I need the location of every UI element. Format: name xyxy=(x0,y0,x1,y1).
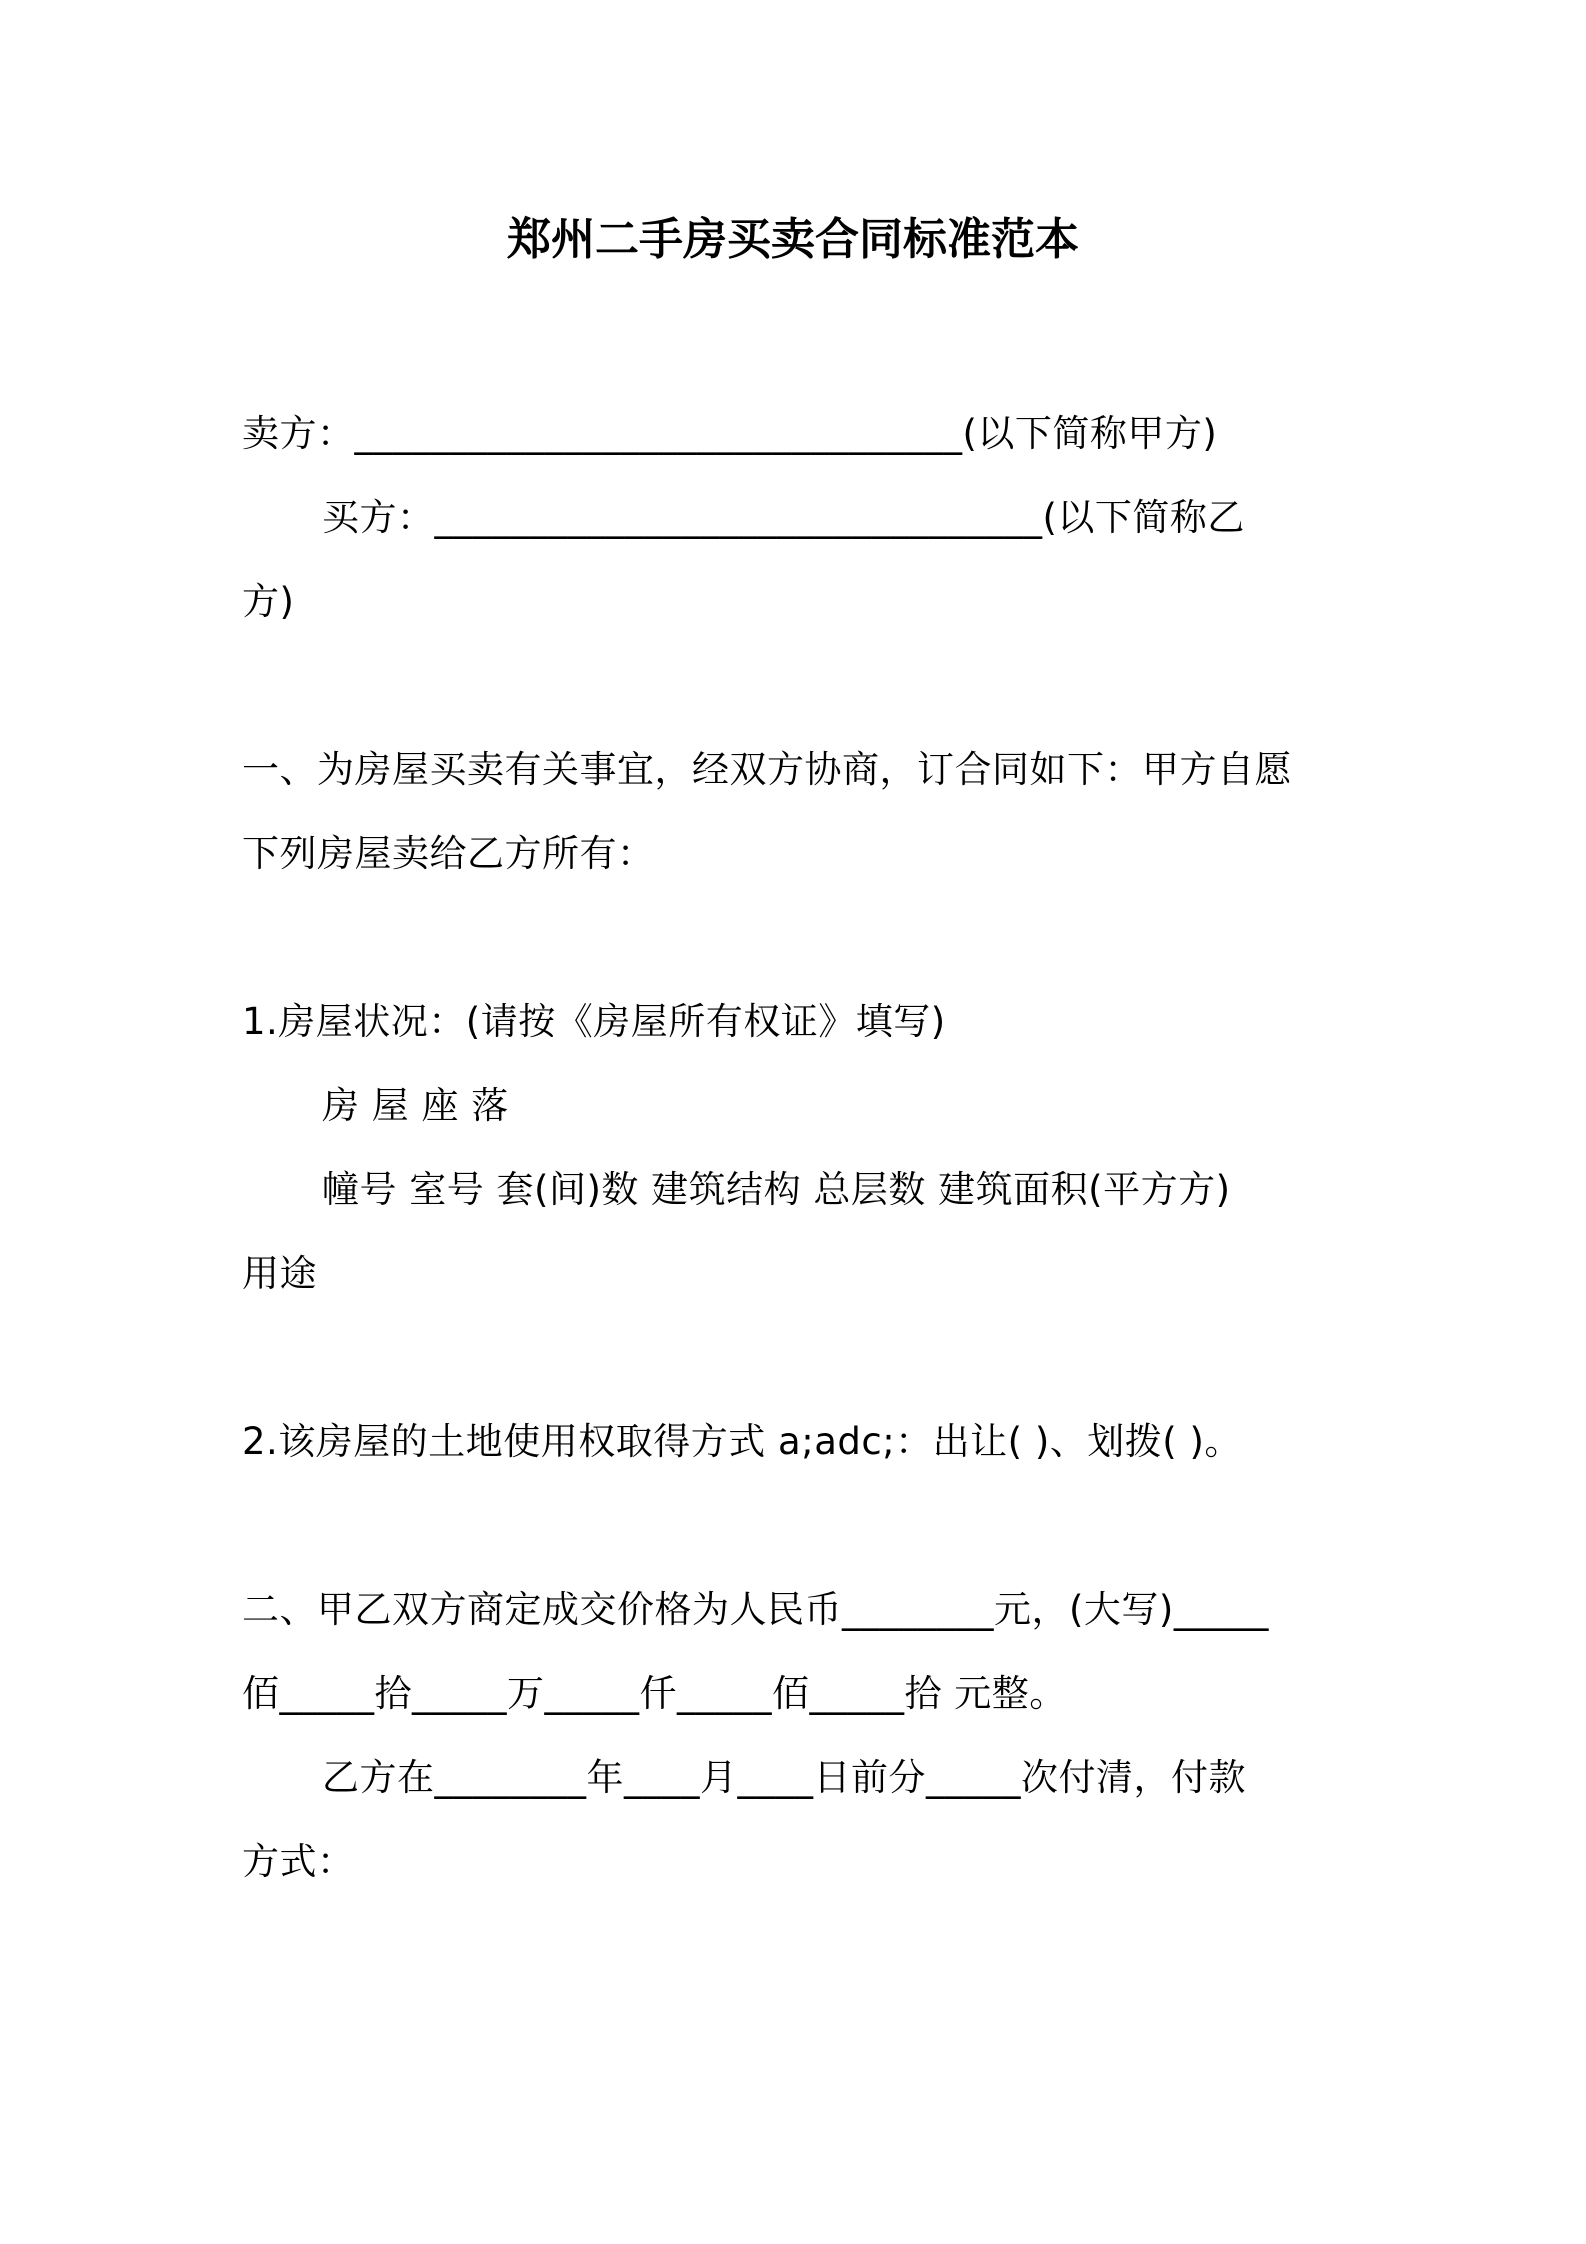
seller-line: 卖方：________________________________(以下简称甲方) xyxy=(242,412,1218,455)
house-usage-label: 用途 xyxy=(242,1252,317,1295)
house-status-heading: 1.房屋状况：(请按《房屋所有权证》填写) xyxy=(242,1000,946,1043)
payment-line-1: 乙方在________年____月____日前分_____次付清，付款 xyxy=(322,1756,1246,1799)
clause-1-line-1: 一、为房屋买卖有关事宜，经双方协商，订合同如下：甲方自愿 xyxy=(242,748,1292,791)
house-fields-line: 幢号 室号 套(间)数 建筑结构 总层数 建筑面积(平方方) xyxy=(322,1168,1231,1211)
document-title: 郑州二手房买卖合同标准范本 xyxy=(507,214,1079,265)
clause-2-line-1: 二、甲乙双方商定成交价格为人民币________元，(大写)_____ xyxy=(242,1588,1269,1631)
clause-2-line-2: 佰_____拾_____万_____仟_____佰_____拾 元整。 xyxy=(242,1672,1067,1715)
buyer-line: 买方：________________________________(以下简称乙 xyxy=(322,496,1245,539)
house-location-label: 房 屋 座 落 xyxy=(322,1084,509,1127)
payment-line-2: 方式： xyxy=(242,1840,355,1883)
buyer-line-continued: 方) xyxy=(242,580,295,623)
land-use-right-line: 2.该房屋的土地使用权取得方式 a;adc;：出让( )、划拨( )。 xyxy=(242,1420,1242,1463)
clause-1-line-2: 下列房屋卖给乙方所有： xyxy=(242,832,655,875)
